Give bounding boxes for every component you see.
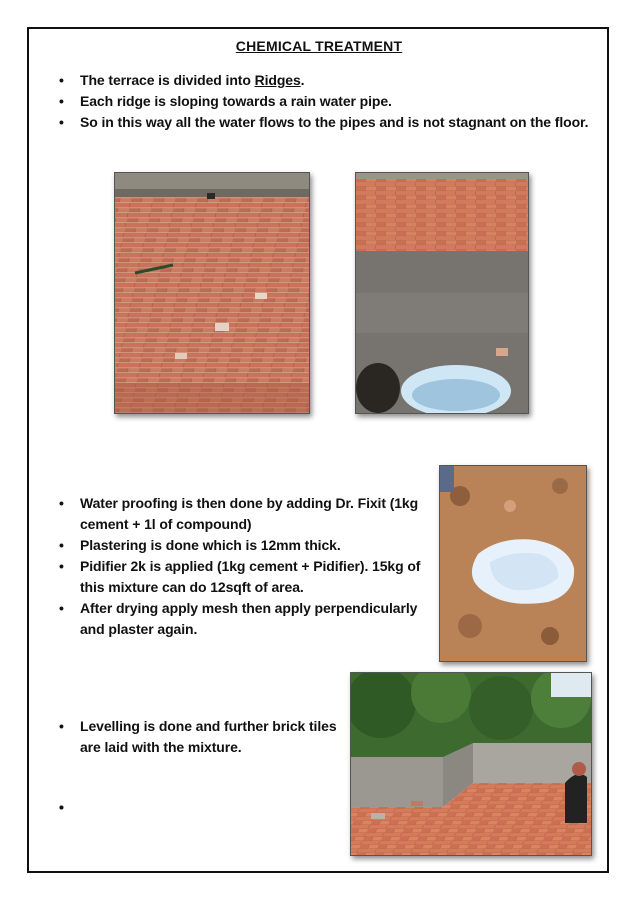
page-title: CHEMICAL TREATMENT xyxy=(235,38,403,54)
bullet-dr-fixit: • Water proofing is then done by adding Dr. Fixit (1kg cement + 1l of compound) xyxy=(57,493,427,535)
waterproofing-bullet-list xyxy=(57,493,427,640)
bullet-text: The terrace is divided into xyxy=(80,72,255,88)
bullet-ridges xyxy=(57,70,597,91)
bullet-slope: • Each ridge is sloping towards a rain water pipe. xyxy=(57,91,597,112)
photo-brick-tiles-laid xyxy=(350,672,592,856)
bullet-text-end: . xyxy=(300,72,305,88)
intro-bullet-list xyxy=(57,70,597,133)
bullet-pidifier: • Pidifier 2k is applied (1kg cement + Pidifier). 15kg of this mixture can do 12sqft of area. xyxy=(57,556,427,598)
photo-plastered-area xyxy=(355,172,529,414)
bullet-plastering: • Plastering is done which is 12mm thick. xyxy=(57,535,427,556)
bullet-levelling: • Levelling is done and further brick tiles are laid with the mixture. xyxy=(57,716,347,758)
ridges-underlined: Ridges xyxy=(254,72,301,88)
bullet-mesh: • After drying apply mesh then apply perpendicularly and plaster again. xyxy=(57,598,427,640)
photo-waterproofing-compound xyxy=(439,465,587,662)
levelling-bullet-list xyxy=(57,716,347,758)
photo-brick-terrace xyxy=(114,172,310,414)
bullet-water-flow: • So in this way all the water flows to the pipes and is not stagnant on the floor. xyxy=(57,112,597,133)
